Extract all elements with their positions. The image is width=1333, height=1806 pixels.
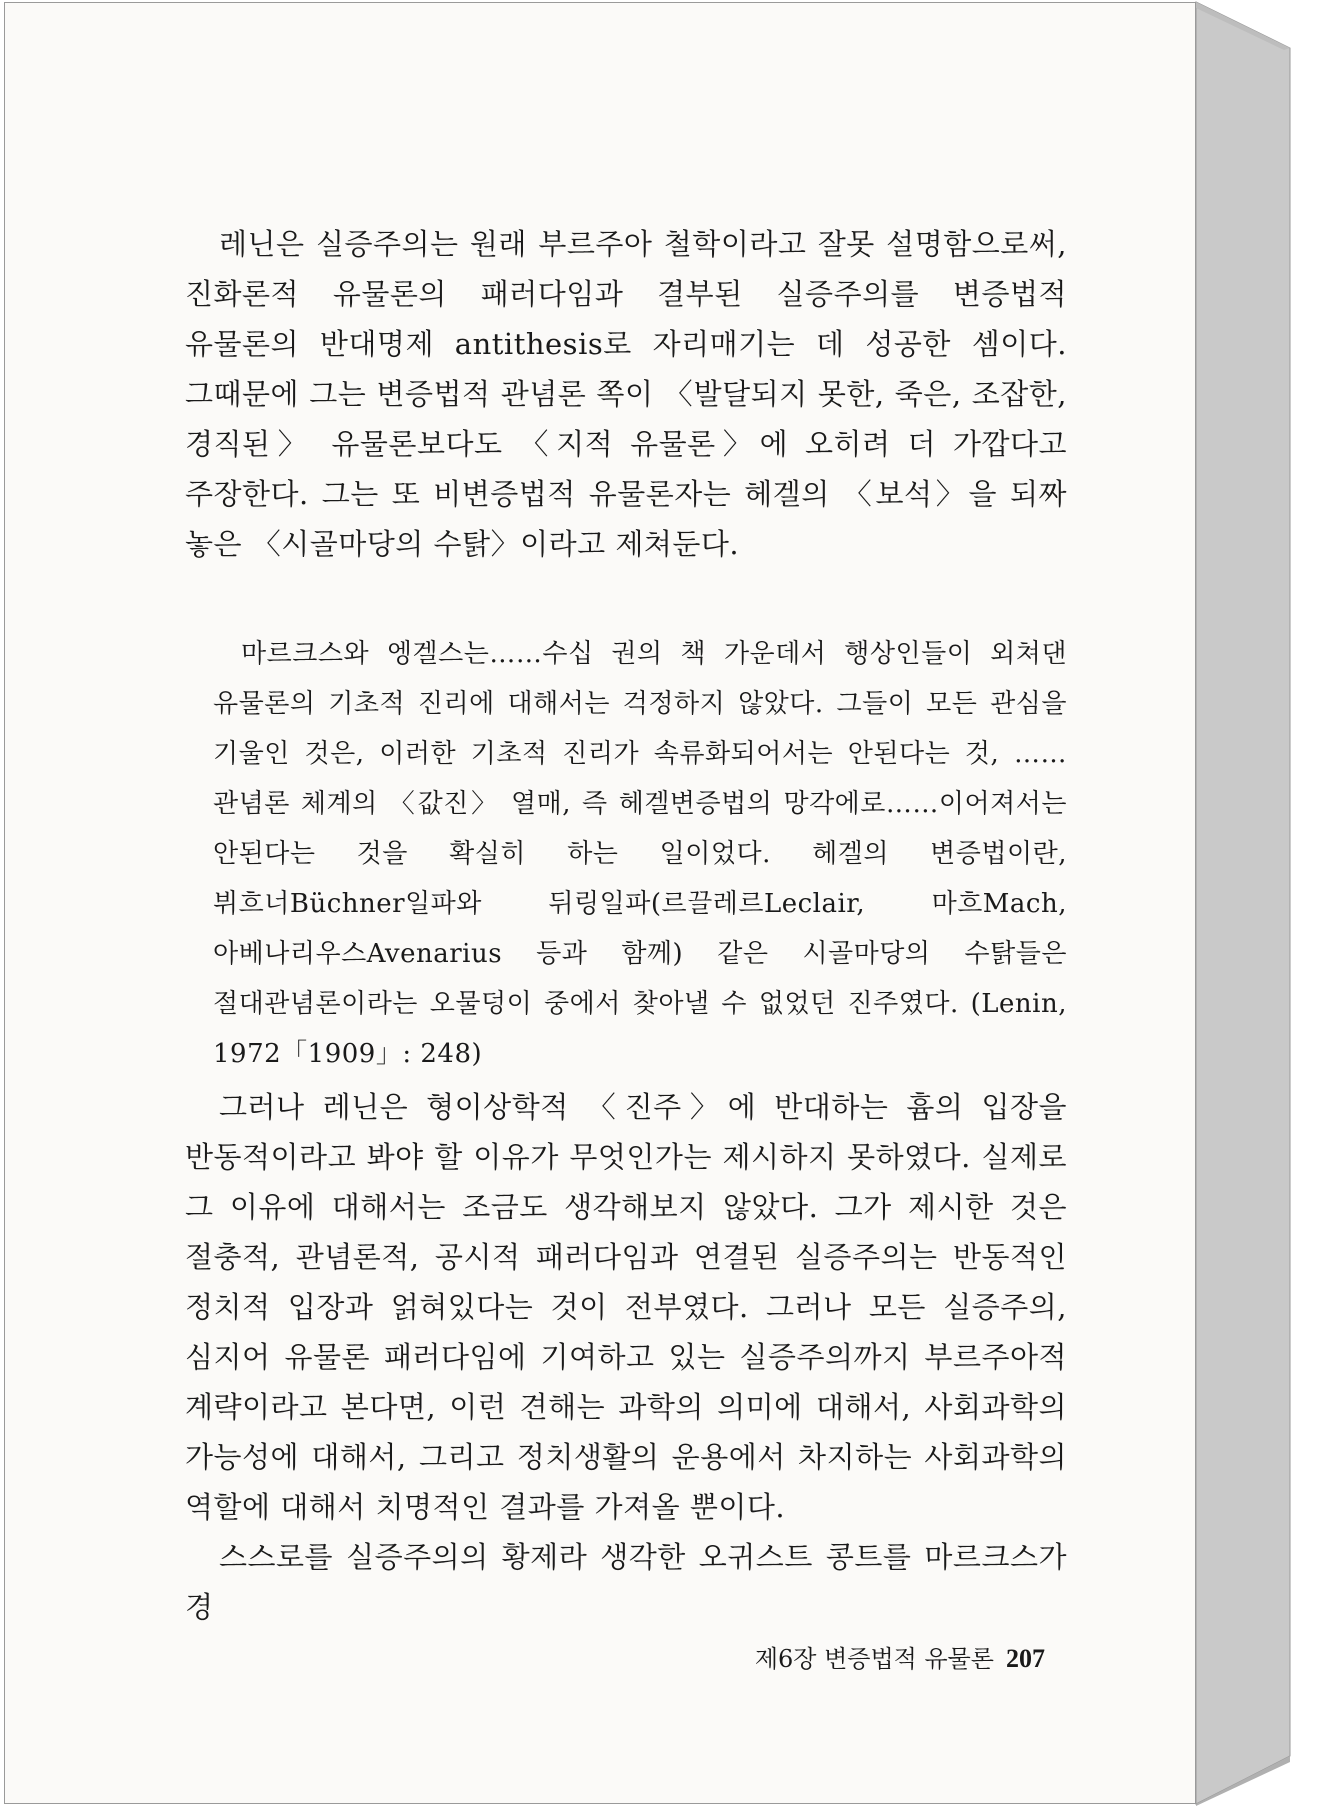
page-number: 207 — [1006, 1644, 1045, 1673]
book-page — [4, 2, 1196, 1804]
block-quote: 마르크스와 엥겔스는……수십 권의 책 가운데서 행상인들이 외쳐댄 유물론의 기초적 진리에 대해서는 걱정하지 않았다. 그들이 모든 관심을 기울인 것은, 이러한 기초적 진리가 속류화되어서는 안된다는 것, ……관념론 체계의 〈값진〉 열매, 즉 헤겔변증법의 망각에로……이어져서는 안된다는 것을 확실히 하는 일이었다. 헤겔의 변증법이란, 뷔흐너Büchner일파와 뒤링일파(르끌레르Leclair, 마흐Mach, 아베나리우스Avenarius 등과 함께) 같은 시골마당의 수탉들은 절대관념론이라는 오물덩이 중에서 찾아낼 수 없었던 진주였다. (Lenin, 1972「1909」: 248) — [213, 639, 1067, 1069]
body-paragraph: 그러나 레닌은 형이상학적 〈진주〉에 반대하는 흄의 입장을 반동적이라고 봐야 할 이유가 무엇인가는 제시하지 못하였다. 실제로 그 이유에 대해서는 조금도 생각해보지 않았다. 그가 제시한 것은 절충적, 관념론적, 공시적 패러다임과 연결된 실증주의는 반동적인 정치적 입장과 얽혀있다는 것이 전부였다. 그러나 모든 실증주의, 심지어 유물론 패러다임에 기여하고 있는 실증주의까지 부르주아적 계략이라고 본다면, 이런 견해는 과학의 의미에 대해서, 사회과학의 가능성에 대해서, 그리고 정치생활의 운용에서 차지하는 사회과학의 역할에 대해서 치명적인 결과를 가져올 뿐이다. — [185, 1090, 1067, 1524]
running-footer — [705, 1641, 1045, 1677]
body-paragraph: 스스로를 실증주의의 황제라 생각한 오귀스트 콩트를 마르크스가 경 — [185, 1540, 1067, 1624]
chapter-title: 제6장 변증법적 유물론 — [754, 1645, 994, 1673]
body-paragraph: 레닌은 실증주의는 원래 부르주아 철학이라고 잘못 설명함으로써, 진화론적 유물론의 패러다임과 결부된 실증주의를 변증법적 유물론의 반대명제 antithesis로 자리매기는 데 성공한 셈이다. 그때문에 그는 변증법적 관념론 쪽이 〈발달되지 못한, 죽은, 조잡한, 경직된〉 유물론보다도 〈지적 유물론〉에 오히려 더 가깝다고 주장한다. 그는 또 비변증법적 유물론자는 헤겔의 〈보석〉을 되짜 놓은 〈시골마당의 수탉〉이라고 제쳐둔다. — [185, 227, 1067, 561]
